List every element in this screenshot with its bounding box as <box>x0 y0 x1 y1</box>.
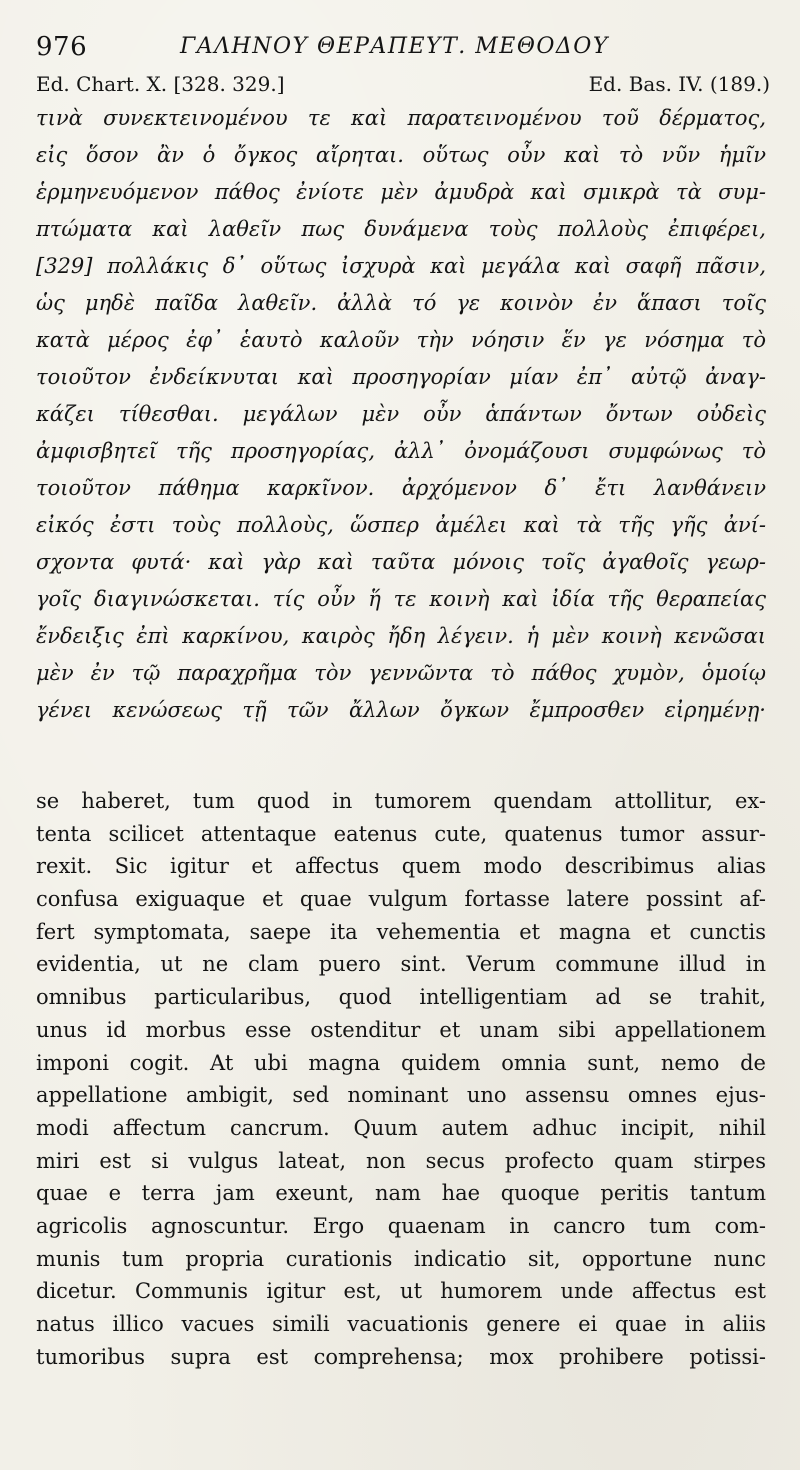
edition-reference-line <box>36 72 770 102</box>
greek-text-line: τινὰ συνεκτεινομένου τε καὶ παρατεινομένου τοῦ δέρματος, <box>36 106 766 130</box>
latin-text-line: rexit. Sic igitur et affectus quem modo describimus alias <box>36 854 766 879</box>
latin-text-line: se haberet, tum quod in tumorem quendam attollitur, ex- <box>36 789 766 813</box>
greek-text-line: εἰς ὅσον ἂν ὁ ὄγκος αἴρηται. οὕτως οὖν καὶ τὸ νῦν ἡμῖν <box>36 143 766 167</box>
greek-text-line: ἑρμηνευόμενον πάθος ἐνίοτε μὲν ἀμυδρὰ καὶ σμικρὰ τὰ συμ- <box>36 180 766 204</box>
latin-text-line: munis tum propria curationis indicatio sit, opportune nunc <box>36 1246 766 1271</box>
latin-text-line: miri est si vulgus lateat, non secus profecto quam stirpes <box>36 1148 766 1173</box>
latin-text-line: natus illico vacues simili vacuationis genere ei quae in aliis <box>36 1312 766 1336</box>
greek-text-line: ἀμφισβητεῖ τῆς προσηγορίας, ἀλλ᾽ ὀνομάζουσι συμφώνως τὸ <box>36 439 766 463</box>
latin-text-line: imponi cogit. At ubi magna quidem omnia sunt, nemo de <box>36 1050 766 1075</box>
greek-text-line: κατὰ μέρος ἐφ᾽ ἑαυτὸ καλοῦν τὴν νόησιν ἕν γε νόσημα τὸ <box>36 328 766 352</box>
greek-text-line: γοῖς διαγινώσκεται. τίς οὖν ἥ τε κοινὴ καὶ ἰδία τῆς θεραπείας <box>36 587 766 611</box>
latin-text-line: omnibus particularibus, quod intelligentiam ad se trahit, <box>36 985 766 1010</box>
greek-text-block <box>36 100 766 729</box>
greek-text-line: εἰκός ἐστι τοὺς πολλοὺς, ὥσπερ ἀμέλει καὶ τὰ τῆς γῆς ἀνί- <box>36 513 766 537</box>
latin-text-line: fert symptomata, saepe ita vehementia et magna et cunctis <box>36 919 766 944</box>
greek-text-line: τοιοῦτον ἐνδείκνυται καὶ προσηγορίαν μίαν ἐπ᾽ αὐτῷ ἀναγ- <box>36 365 766 389</box>
latin-text-line: tenta scilicet attentaque eatenus cute, quatenus tumor assur- <box>36 821 766 846</box>
latin-text-block <box>36 785 766 1373</box>
running-title: ΓΑΛΗΝΟΥ ΘΕΡΑΠΕΥΤ. ΜΕΘΟΔΟΥ <box>180 34 609 59</box>
latin-text-line: appellatione ambigit, sed nominant uno assensu omnes ejus- <box>36 1083 766 1108</box>
edition-reference-basel: Ed. Bas. IV. (189.) <box>588 72 770 96</box>
greek-text-line: κάζει τίθεσθαι. μεγάλων μὲν οὖν ἁπάντων ὄντων οὐδεὶς <box>36 402 766 426</box>
greek-text-line: ἔνδειξις ἐπὶ καρκίνου, καιρὸς ἤδη λέγειν. ἡ μὲν κοινὴ κενῶσαι <box>36 624 766 648</box>
latin-text-line: unus id morbus esse ostenditur et unam sibi appellationem <box>36 1017 766 1042</box>
latin-text-line: dicetur. Communis igitur est, ut humorem unde affectus est <box>36 1279 766 1304</box>
latin-text-line: agricolis agnoscuntur. Ergo quaenam in cancro tum com- <box>36 1213 766 1238</box>
greek-text-line: [329] πολλάκις δ᾽ οὕτως ἰσχυρὰ καὶ μεγάλα καὶ σαφῆ πᾶσιν, <box>36 254 766 278</box>
greek-text-line: πτώματα καὶ λαθεῖν πως δυνάμενα τοὺς πολλοὺς ἐπιφέρει, <box>36 217 766 241</box>
page-number: 976 <box>36 32 88 62</box>
greek-text-line: τοιοῦτον πάθημα καρκῖνον. ἀρχόμενον δ᾽ ἔτι λανθάνειν <box>36 476 766 500</box>
edition-reference-chartier: Ed. Chart. X. [328. 329.] <box>36 72 285 96</box>
latin-text-line: modi affectum cancrum. Quum autem adhuc incipit, nihil <box>36 1115 766 1140</box>
greek-text-line: σχοντα φυτά· καὶ γὰρ καὶ ταῦτα μόνοις τοῖς ἀγαθοῖς γεωρ- <box>36 550 766 574</box>
latin-text-line: tumoribus supra est comprehensa; mox prohibere potissi- <box>36 1344 766 1369</box>
greek-text-line: μὲν ἐν τῷ παραχρῆμα τὸν γεννῶντα τὸ πάθος χυμὸν, ὁμοίῳ <box>36 661 766 685</box>
latin-text-line: evidentia, ut ne clam puero sint. Verum commune illud in <box>36 952 766 977</box>
greek-text-line: γένει κενώσεως τῇ τῶν ἄλλων ὄγκων ἔμπροσθεν εἰρημένῃ· <box>36 698 766 722</box>
page-header <box>36 28 776 68</box>
greek-text-line: ὡς μηδὲ παῖδα λαθεῖν. ἀλλὰ τό γε κοινὸν ἐν ἅπασι τοῖς <box>36 291 766 315</box>
latin-text-line: quae e terra jam exeunt, nam hae quoque peritis tantum <box>36 1181 766 1206</box>
latin-text-line: confusa exiguaque et quae vulgum fortasse latere possint af- <box>36 887 766 912</box>
